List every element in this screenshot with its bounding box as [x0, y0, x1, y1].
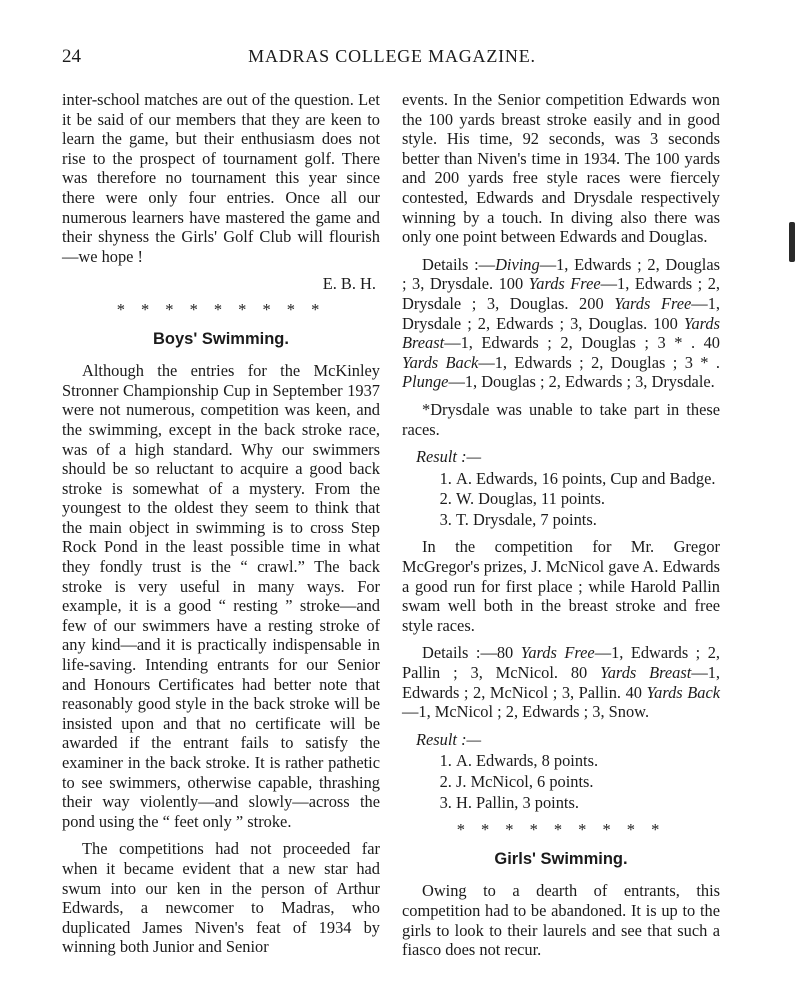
list-item: 2. J. McNicol, 6 points.	[456, 772, 720, 792]
author-signature: E. B. H.	[322, 274, 376, 294]
senior-results-list	[402, 469, 720, 530]
junior-results-list	[402, 751, 720, 812]
footnote: *Drysdale was unable to take part in these races.	[402, 399, 720, 439]
junior-paragraph: In the competition for Mr. Gregor McGregor's prizes, J. McNicol gave A. Edwards a good run for first place ; while Harold Pallin swam well both in the breast stroke and free style races.	[402, 537, 720, 635]
boys-swimming-heading: Boys' Swimming.	[153, 329, 289, 348]
page-header	[62, 46, 722, 70]
list-item: 3. H. Pallin, 3 points.	[456, 793, 720, 813]
page-number: 24	[62, 46, 81, 67]
running-title: MADRAS COLLEGE MAGAZINE.	[248, 46, 536, 66]
girls-swimming-paragraph: Owing to a dearth of entrants, this competition had to be abandoned. It is up to the girls to look to their laurels and see that such a fiasco does not recur.	[402, 881, 720, 960]
right-column	[402, 90, 720, 968]
senior-result-label: Result :—	[416, 447, 482, 467]
list-item: 2. W. Douglas, 11 points.	[456, 489, 720, 509]
girls-swimming-heading: Girls' Swimming.	[494, 849, 628, 868]
margin-mark	[789, 222, 795, 262]
list-item: 1. A. Edwards, 8 points.	[456, 751, 720, 771]
list-item: 1. A. Edwards, 16 points, Cup and Badge.	[456, 469, 720, 489]
golf-paragraph: inter-school matches are out of the question. Let it be said of our members that they are keen to learn the game, but their enthusiasm does not rise to the prospect of tournament golf. There was therefore no tournament this year since there were only four entries. Once all our numerous learners have mastered the game and their shyness the Girls' Golf Club will flourish—we hope !	[62, 90, 380, 266]
left-column	[62, 90, 380, 965]
section-separator: * * * * * * * * *	[456, 820, 666, 840]
senior-details: Details :—Diving—1, Edwards ; 2, Douglas ; 3, Drysdale. 100 Yards Free—1, Edwards ; 2, Drysdale ; 3, Douglas. 200 Yards Free—1, Drysdale ; 2, Edwards ; 3, Douglas. 100 Yards Breast—1, Edwards ; 2, Douglas ; 3 * . 40 Yards Back—1, Edwards ; 2, Douglas ; 3 * . Plunge—1, Douglas ; 2, Edwards ; 3, Drysdale.	[402, 254, 720, 392]
junior-result-label: Result :—	[416, 729, 482, 749]
boys-swimming-paragraph: Although the entries for the McKinley Stronner Championship Cup in September 1937 were not numerous, competition was keen, and the swimming, except in the back stroke race, was of a high standard. Why our swimmers should be so reluctant to acquire a good back stroke is somewhat of a mystery. From the youngest to the oldest they seem to think that the main object in swimming is to cross Step Rock Pond in the least possible time in what they fondly trust is the “ crawl.” The back stroke is very useful in many ways. For example, it is a good “ resting ” stroke—and few of our swimmers have a resting stroke of any kind—and it is practically indispensable in life-saving. Intending entrants for our Senior and Honours Certificates had better note that reasonably good style in the back stroke will be insisted upon and that no certificate will be awarded if the entrant fails to satisfy the examiner in the back stroke. It is rather pathetic to see swimmers, otherwise capable, thrashing their way violently—and slowly—across the pond using the “ feet only ” stroke.	[62, 361, 380, 831]
boys-swimming-paragraph-continued: The competitions had not proceeded far when it became evident that a new star had swum into our ken in the person of Arthur Edwards, a newcomer to Madras, who duplicated James Niven's feat of 1934 by winning both Junior and Senior	[62, 839, 380, 957]
continued-paragraph: events. In the Senior competition Edwards won the 100 yards breast stroke easily and in good style. His time, 92 seconds, was 3 seconds better than Niven's time in 1934. The 100 yards and 200 yards free style races were fiercely contested, Edwards and Drysdale respectively winning by a touch. In diving also there was only one point between Edwards and Douglas.	[402, 90, 720, 247]
junior-details: Details :—80 Yards Free—1, Edwards ; 2, Pallin ; 3, McNicol. 80 Yards Breast—1, Edwards ; 2, McNicol ; 3, Pallin. 40 Yards Back—1, McNicol ; 2, Edwards ; 3, Snow.	[402, 643, 720, 722]
section-separator: * * * * * * * * *	[116, 299, 326, 319]
list-item: 3. T. Drysdale, 7 points.	[456, 510, 720, 530]
